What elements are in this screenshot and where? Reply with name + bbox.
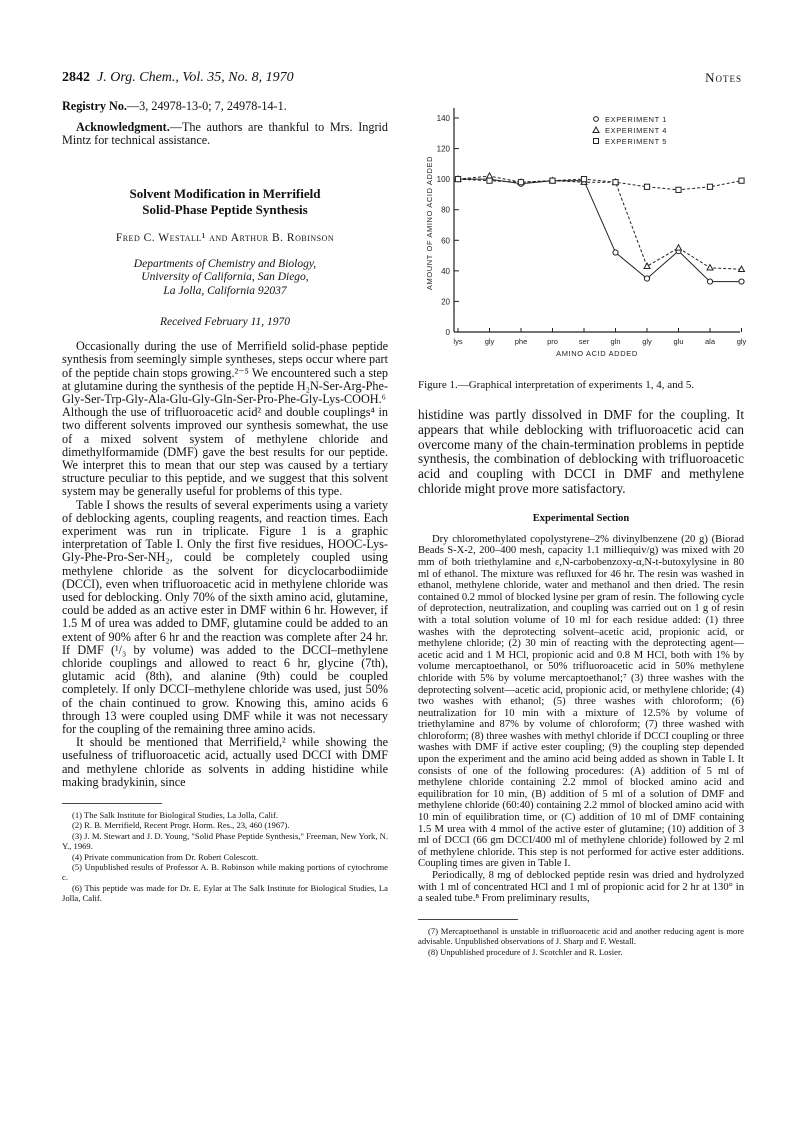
point-square (613, 180, 618, 185)
legend-label: EXPERIMENT 5 (605, 137, 668, 146)
point-circle (739, 279, 744, 284)
y-tick-label: 140 (436, 114, 450, 123)
x-tick-label: gly (736, 337, 747, 346)
footnote-6: (6) This peptide was made for Dr. E. Eylar at The Salk Institute for Biological Studies, La Jolla, Calif. (62, 882, 388, 904)
authors: Fred C. Westall¹ and Arthur B. Robinson (115, 231, 335, 244)
x-tick-label: ser (578, 337, 590, 346)
footnote-7: (7) Mercaptoethanol is unstable in trifluoroacetic acid and another reducing agent is more advisable. Unpublished observations of J. Sharp and F. Westall. (418, 925, 744, 947)
paragraph-3: It should be mentioned that Merrifield,² while showing the usefulness of trifluoroacetic acid, actually used DCCI with DMF and methylene chloride as solvents in adding histidine while making bradykinin, since (62, 735, 388, 789)
article-title (62, 186, 388, 218)
x-axis-label: AMINO ACID ADDED (556, 349, 638, 358)
point-square (707, 184, 712, 189)
paragraph-4: histidine was partly dissolved in DMF for the coupling. It appears that while deblocking with trifluoroacetic acid can overcome many of the chain-termination problems in peptide synthesis, the combination of deblocking with trifluoroacetic acid and coupling with DCCI in DMF and methylene chloride might prove more satisfactory. (418, 407, 744, 496)
x-tick-label: ala (704, 337, 716, 346)
point-square (644, 184, 649, 189)
affil-line-1: Departments of Chemistry and Biology, (133, 257, 317, 270)
figure-1 (418, 96, 748, 396)
x-tick-label: pro (547, 337, 558, 346)
ack-text: —The authors are thankful to Mrs. Ingrid Mintz for technical assistance. (62, 120, 388, 148)
legend-label: EXPERIMENT 4 (605, 126, 668, 135)
x-tick-label: gly (484, 337, 495, 346)
experimental-paragraph-2: Periodically, 8 mg of deblocked peptide resin was dried and hydrolyzed with 1 ml of concentrated HCl and 1 ml of propionic acid for 2 hr at 130° in a sealed tube.⁸ From preliminary results, (418, 870, 744, 905)
figure-caption: Figure 1.—Graphical interpretation of experiments 1, 4, and 5. (418, 379, 695, 391)
y-tick-label: 80 (441, 205, 450, 215)
experimental-paragraph-1: Dry chloromethylated copolystyrene–2% divinylbenzene (20 g) (Biorad Beads S-X-2, 200–400 mesh, capacity 1.1 milliequiv/g) was mixed with 20 mm of both triethylamine and ε,N-carbobenzoxy-α,N-t-butoxylysine in 80 ml of ethanol. The mixture was refluxed for 46 hr. The resin was washed in ethanol, methylene chloride, water and methanol and then dried. The resin contained 0.2 mmol of blocked lysine per gram of resin. The following cycle of deprotection, neutralization, and coupling was carried out on 1 g of resin with a total solution volume of 10 ml for each residue added: (1) three washes with the deprotecting solvent–acetic acid, propionic acid, or methylene chloride; (2) 30 min of reacting with the deprotecting agent—acetic acid and 1 M HCl, propionic acid and 0.8 M HCl, both with 1% by volume mercaptoethanol, or 50% trifluoroacetic acid in 50% methylene chloride with 5% by volume mercaptoethanol;⁷ (3) three washes with the deprotecting solvent—acetic acid, propionic acid, or methylene chloride; (4) two washes with ethanol; (5) three washes with chloroform; (6) neutralization for 10 min with a mixture of 12.5% by volume of triethylamine and 87% by volume of chloroform; (7) three washed with chloroform; (8) three washes with methyl chloride if DCCI coupling or three washes with DMF if active ester coupling; (9) the coupling step depended upon the experiment and the amino acid being added as shown in Table I. It consists of one of the following procedures: (A) addition of 5 ml of methylene chloride containing 2.2 mmol of blocked amino acid and equilibration for 10 min, (B) addition of 5 ml of a solution of DMF and methylene chloride (60:40) containing 2.2 mmol of blocked amino acid with 10 min of equilibration time, or (C) addition of 10 ml of DMF containing 1.5 M urea with 4 mmol of the active ester of glutamine; (10) addition of 3 ml of DCCI (66 gm DCCI/400 ml of methylene chloride) followed by 2 ml of methylene chloride. This step is not performed for active ester additions. Coupling times are given in Table I. (418, 533, 744, 870)
experimental-section (418, 534, 744, 905)
footnote-8: (8) Unpublished procedure of J. Scotchler and R. Losier. (428, 946, 623, 957)
footnote-3: (3) J. M. Stewart and J. D. Young, "Solid Phase Peptide Synthesis," Freeman, New York, N. Y., 1969. (62, 830, 388, 852)
y-axis-label: AMOUNT OF AMINO ACID ADDED (425, 155, 434, 291)
experimental-heading: Experimental Section (532, 512, 630, 524)
point-circle (644, 276, 649, 281)
legend-marker-square (594, 139, 599, 144)
affil-line-2: University of California, San Diego, (141, 271, 309, 284)
x-tick-label: lys (453, 337, 463, 346)
series-line-1 (458, 179, 742, 282)
point-triangle (676, 245, 682, 250)
point-circle (707, 279, 712, 284)
point-square (487, 178, 492, 183)
series-line-2 (458, 176, 742, 269)
point-square (550, 178, 555, 183)
ack-label: Acknowledgment. (76, 120, 170, 135)
registry-text: —3, 24978-13-0; 7, 24978-14-1. (126, 99, 287, 113)
journal-citation: J. Org. Chem., Vol. 35, No. 8, 1970 (97, 70, 294, 85)
y-tick-label: 120 (436, 144, 450, 154)
y-tick-label: 60 (441, 236, 450, 246)
y-tick-label: 0 (445, 328, 450, 337)
point-triangle (644, 263, 650, 268)
paragraph-2: Table I shows the results of several experiments using a variety of deblocking agents, coupling reagents, and reaction times. Each experiment was run in triplicate. Figure 1 is a graphic interpretation of Table I. Only the first five residues, HOOC-Lys-Gly-Phe-Pro-Ser-NH₂, could be completely coupled using methylene chloride as the solvent for dicyclocarbodiimide (DCCI), even when trifluoroacetic acid in methylene chloride was used for deblocking. Only 70% of the sixth amino acid, glutamine, could be added as an active ester in DMF within 6 hr. However, if 1.5 M of urea was added to DMF, glutamine could be added to an extent of 90% after 6 hr and the reaction was complete after 24 hr. If DMF (¹/₃ by volume) was added to the DCCI–methylene chloride couplings and allowed to react 6 hr, glycine (7th), glutamic acid (8th), and alanine (9th) could be coupled completely. If only DCCI–methylene chloride was used, just 50% of the chain continued to grow. Knowing this, amino acids 6 through 13 were coupled using DMF while it was not necessary for the coupling of the remaining three amino acids. (62, 497, 388, 736)
x-tick-label: glu (673, 337, 684, 346)
footnote-rule (62, 803, 162, 804)
footnote-rule-right (418, 919, 518, 920)
point-triangle (707, 265, 713, 270)
page-number: 2842 (62, 70, 90, 85)
affil-line-3: La Jolla, California 92037 (163, 284, 287, 297)
received-date: Received February 11, 1970 (159, 316, 291, 329)
left-column (62, 96, 388, 904)
point-circle (613, 250, 618, 255)
y-tick-label: 100 (436, 175, 450, 185)
running-header (62, 70, 742, 90)
section-name: Notes (705, 70, 742, 85)
acknowledgment (62, 121, 388, 147)
point-square (739, 178, 744, 183)
header-left (62, 70, 294, 86)
x-tick-label: gln (610, 337, 621, 346)
line-chart (418, 96, 748, 376)
legend-label: EXPERIMENT 1 (605, 115, 668, 124)
footnotes-right (418, 926, 744, 957)
point-square (581, 177, 586, 182)
footnote-5: (5) Unpublished results of Professor A. B. Robinson while making portions of cytochrome c. (62, 862, 388, 883)
legend-marker-triangle (593, 127, 599, 133)
y-tick-label: 40 (441, 266, 450, 276)
x-tick-label: phe (514, 337, 528, 346)
point-square (676, 187, 681, 192)
registry-label: Registry No. (62, 99, 127, 113)
legend-marker-circle (594, 117, 599, 122)
title-line-1: Solvent Modification in Merrifield (129, 185, 321, 201)
x-tick-label: gly (642, 337, 652, 346)
registry-numbers (62, 100, 388, 113)
point-square (455, 177, 460, 182)
footnote-2: (2) R. B. Merrifield, Recent Progr. Horm. Res., 23, 460 (1967). (72, 820, 290, 831)
paragraph-1: Occasionally during the use of Merrifield solid-phase peptide synthesis from seemingly simple syntheses, steps occur where part of the peptide chain stops growing.²⁻⁵ We encountered such a step at glutamine during the synthesis of the peptide H₂N-Ser-Arg-Phe-Gly-Ser-Trp-Gly-Ala-Glu-Gly-Gln-Ser-Pro-Phe-Gly-Lys-COOH.⁶ Although the use of trifluoroacetic acid² and double couplings⁴ in two different solvents improved our synthesis somewhat, the use of a mixed solvent system of methylene chloride and dimethylformamide (DMF) gave the best results for our peptide. We interpret this to mean that our step was caused by a tertiary structure peculiar to this peptide, and we suggest that this solvent system may be generally useful for problems of this type. (62, 339, 388, 499)
point-square (518, 180, 523, 185)
footnotes-left (62, 810, 388, 904)
y-tick-label: 20 (441, 297, 450, 307)
title-line-2: Solid-Phase Peptide Synthesis (142, 201, 308, 217)
footnote-1: (1) The Salk Institute for Biological Studies, La Jolla, Calif. (72, 810, 279, 821)
point-triangle (487, 173, 493, 178)
affiliation (62, 258, 388, 299)
footnote-4: (4) Private communication from Dr. Robert Colescott. (72, 851, 259, 862)
right-column (418, 408, 744, 957)
